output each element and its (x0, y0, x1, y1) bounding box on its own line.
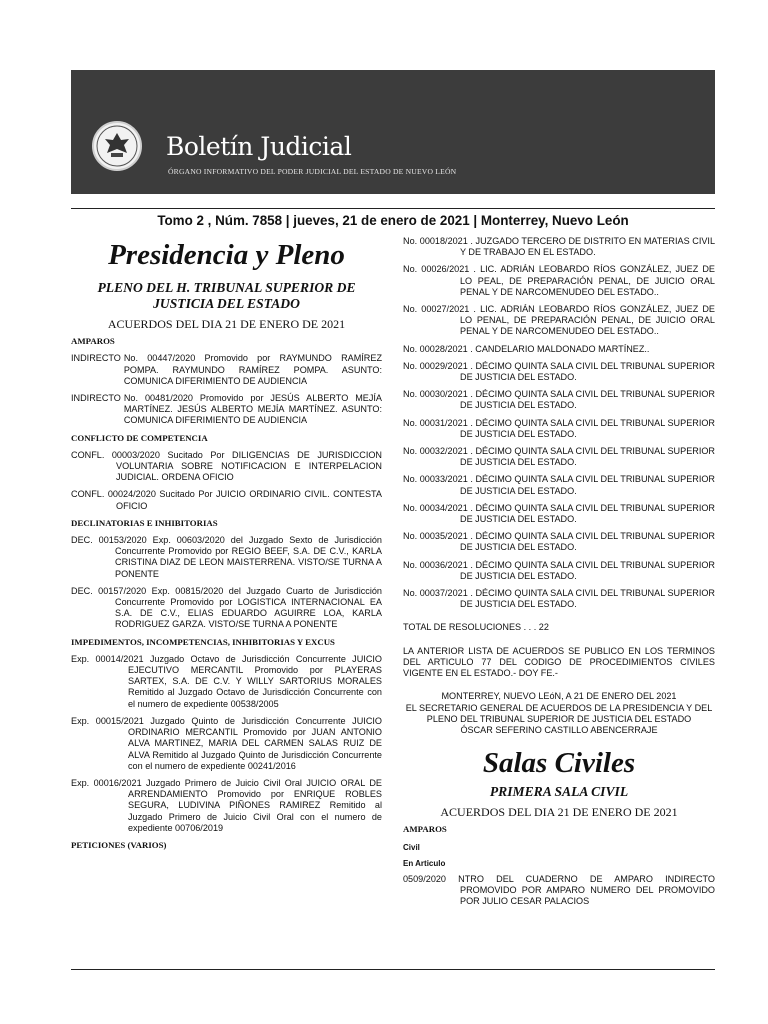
list-item: 0509/2020 NTRO DEL CUADERNO DE AMPARO INDIRECTO PROMOVIDO POR AMPARO NUMERO DEL PROMOVIDO POR JULIO CESAR PALACIOS (403, 873, 715, 907)
list-item: No. 00027/2021 . LIC. ADRIÁN LEOBARDO RÍOS GONZÁLEZ, JUEZ DE LO PENAL, DE PREPARACIÓN PENAL, DE JUICIO ORAL PENAL Y DE NARCOMENUDEO DEL ESTADO.. (403, 304, 715, 337)
list-item: No. 00018/2021 . JUZGADO TERCERO DE DISTRITO EN MATERIAS CIVIL Y DE TRABAJO EN EL ESTADO. (403, 236, 715, 258)
impedimentos-heading: IMPEDIMENTOS, INCOMPETENCIAS, INHIBITORIAS Y EXCUS (71, 636, 335, 647)
primera-sala-heading: PRIMERA SALA CIVIL (489, 784, 629, 800)
list-item: Exp. 00015/2021 Juzgado Quinto de Jurisdicción Concurrente JUICIO ORDINARIO MERCANTIL Promovido por JUAN ANTONIO ALVA MARTINEZ, MARIA DEL CARMEN SALAS RUIZ DE ALVA Remitido al Juzgado Quinto de Jurisdicción Concurrente con el numero de expediente 00241/2016 (71, 715, 382, 771)
list-item: No. 00036/2021 . DÉCIMO QUINTA SALA CIVIL DEL TRIBUNAL SUPERIOR DE JUSTICIA DEL ESTADO. (403, 559, 715, 581)
publication-note: LA ANTERIOR LISTA DE ACUERDOS SE PUBLICO EN LOS TERMINOS DEL ARTICULO 77 DEL CODIGO DE PROCEDIMIENTOS CIVILES VIGENTE EN EL ESTADO.- DOY FE.- (403, 645, 715, 679)
acuerdos2-heading: ACUERDOS DEL DIA 21 DE ENERO DE 2021 (440, 805, 678, 820)
signature-title: EL SECRETARIO GENERAL DE ACUERDOS DE LA PRESIDENCIA Y DEL PLENO DEL TRIBUNAL SUPERIOR DE JUSTICIA DEL ESTADO (405, 702, 713, 724)
list-item: INDIRECTO No. 00481/2020 Promovido por JESÚS ALBERTO MEJÍA MARTÍNEZ. JESÚS ALBERTO MEJÍA MARTÍNEZ. ASUNTO: COMUNICA DIFERIMIENTO DE AUDIENCIA (71, 393, 382, 426)
acuerdos-heading: ACUERDOS DEL DIA 21 DE ENERO DE 2021 (107, 317, 346, 331)
list-item: No. 00029/2021 . DÉCIMO QUINTA SALA CIVIL DEL TRIBUNAL SUPERIOR DE JUSTICIA DEL ESTADO. (403, 360, 715, 383)
list-item: CONFL. 00024/2020 Sucitado Por JUICIO ORDINARIO CIVIL. CONTESTA OFICIO (71, 489, 382, 511)
list-item: No. 00033/2021 . DÉCIMO QUINTA SALA CIVIL DEL TRIBUNAL SUPERIOR DE JUSTICIA DEL ESTADO. (403, 474, 715, 496)
list-item: INDIRECTO No. 00447/2020 Promovido por RAYMUNDO RAMÍREZ POMPA. RAYMUNDO RAMÍREZ POMPA. ASUNTO: COMUNICA DIFERIMIENTO DE AUDIENCIA (71, 353, 382, 386)
list-item: No. 00028/2021 . CANDELARIO MALDONADO MARTÍNEZ.. (403, 343, 650, 354)
list-item: Exp. 00016/2021 Juzgado Primero de Juicio Civil Oral JUICIO ORAL DE ARRENDAMIENTO Promovido por ENRIQUE ROBLES SEGURA, LUDIVINA PIÑONES RAMIREZ Remitido al Juzgado Primero de Juicio Civil Oral con el numero de expediente 00706/2019 (71, 777, 382, 833)
list-item: DEC. 00157/2020 Exp. 00815/2020 del Juzgado Cuarto de Jurisdicción Concurrente Promovido por LOGISTICA INTERNACIONAL EA S.A. DE C.V., ELIAS EDUARDO AGUIRRE LOA, KARLA RODRIGUEZ GARZA. VISTO/SE TURNA A PONENTE (71, 585, 382, 630)
peticiones-heading: PETICIONES (VARIOS) (71, 839, 167, 850)
list-item: No. 00035/2021 . DÉCIMO QUINTA SALA CIVIL DEL TRIBUNAL SUPERIOR DE JUSTICIA DEL ESTADO. (403, 531, 715, 553)
list-item: No. 00037/2021 . DÉCIMO QUINTA SALA CIVIL DEL TRIBUNAL SUPERIOR DE JUSTICIA DEL ESTADO. (403, 588, 715, 610)
list-item: No. 00031/2021 . DÉCIMO QUINTA SALA CIVIL DEL TRIBUNAL SUPERIOR DE JUSTICIA DEL ESTADO. (403, 417, 715, 439)
issue-line: Tomo 2 , Núm. 7858 | jueves, 21 de enero de 2021 | Monterrey, Nuevo León (157, 213, 629, 228)
list-item: DEC. 00153/2020 Exp. 00603/2020 del Juzgado Sexto de Jurisdicción Concurrente Promovido por REGIO BEEF, S.A. DE C.V., KARLA CRISTINA DIAZ DE LEON MAISTERRENA. VISTO/SE TURNA A PONENTE (71, 535, 382, 579)
list-item: No. 00030/2021 . DÉCIMO QUINTA SALA CIVIL DEL TRIBUNAL SUPERIOR DE JUSTICIA DEL ESTADO. (403, 389, 715, 411)
divider-bottom (71, 969, 715, 970)
publication-subtitle: ÓRGANO INFORMATIVO DEL PODER JUDICIAL DEL ESTADO DE NUEVO LEÓN (168, 167, 457, 176)
amparos-heading: AMPAROS (71, 336, 115, 347)
list-item: No. 00026/2021 . LIC. ADRIÁN LEOBARDO RÍOS GONZÁLEZ, JUEZ DE LO PEAL, DE PREPARACIÓN PENAL, DE JUICIO ORAL PENAL Y DE NARCOMENUDEO DEL ESTADO.. (403, 264, 715, 297)
section-title-salas: Salas Civiles (482, 747, 636, 780)
total-resoluciones: TOTAL DE RESOLUCIONES . . . 22 (403, 622, 549, 633)
publication-title: Boletín Judicial (166, 132, 352, 161)
divider-top (71, 208, 715, 209)
section-title-presidencia: Presidencia y Pleno (108, 239, 345, 271)
list-item: No. 00032/2021 . DÉCIMO QUINTA SALA CIVIL DEL TRIBUNAL SUPERIOR DE JUSTICIA DEL ESTADO. (403, 446, 715, 468)
civil-label: Civil (403, 842, 420, 852)
poder-judicial-seal-icon (92, 121, 142, 171)
en-articulo-label: En Articulo (403, 858, 446, 868)
right-column (403, 236, 715, 914)
list-item: No. 00034/2021 . DÉCIMO QUINTA SALA CIVIL DEL TRIBUNAL SUPERIOR DE JUSTICIA DEL ESTADO. (403, 502, 715, 525)
signature-name: ÓSCAR SEFERINO CASTILLO ABENCERRAJE (460, 724, 658, 735)
list-item: CONFL. 00003/2020 Sucitado Por DILIGENCIAS DE JURISDICCION VOLUNTARIA SOBRE NOTIFICACION E INTERPELACION JUDICIAL. ORDENA OFICIO (71, 449, 382, 483)
conflicto-heading: CONFLICTO DE COMPETENCIA (71, 432, 208, 443)
left-column (71, 236, 382, 857)
list-item: Exp. 00014/2021 Juzgado Octavo de Jurisdicción Concurrente JUICIO EJECUTIVO MERCANTIL Promovido por PLAYERAS SARTEX, S.A. DE C.V. Y WILLY SARTORIUS MORALES Remitido al Juzgado Octavo de Jurisdicción Concurrente con el numero de expediente 00538/2005 (71, 653, 382, 709)
signature-place-date: MONTERREY, NUEVO LEóN, A 21 DE ENERO DEL 2021 (441, 691, 677, 702)
pleno-subtitle: PLENO DEL H. TRIBUNAL SUPERIOR DE JUSTICIA DEL ESTADO (97, 280, 356, 311)
declinatorias-heading: DECLINATORIAS E INHIBITORIAS (71, 517, 218, 528)
amparos2-heading: AMPAROS (403, 824, 447, 835)
